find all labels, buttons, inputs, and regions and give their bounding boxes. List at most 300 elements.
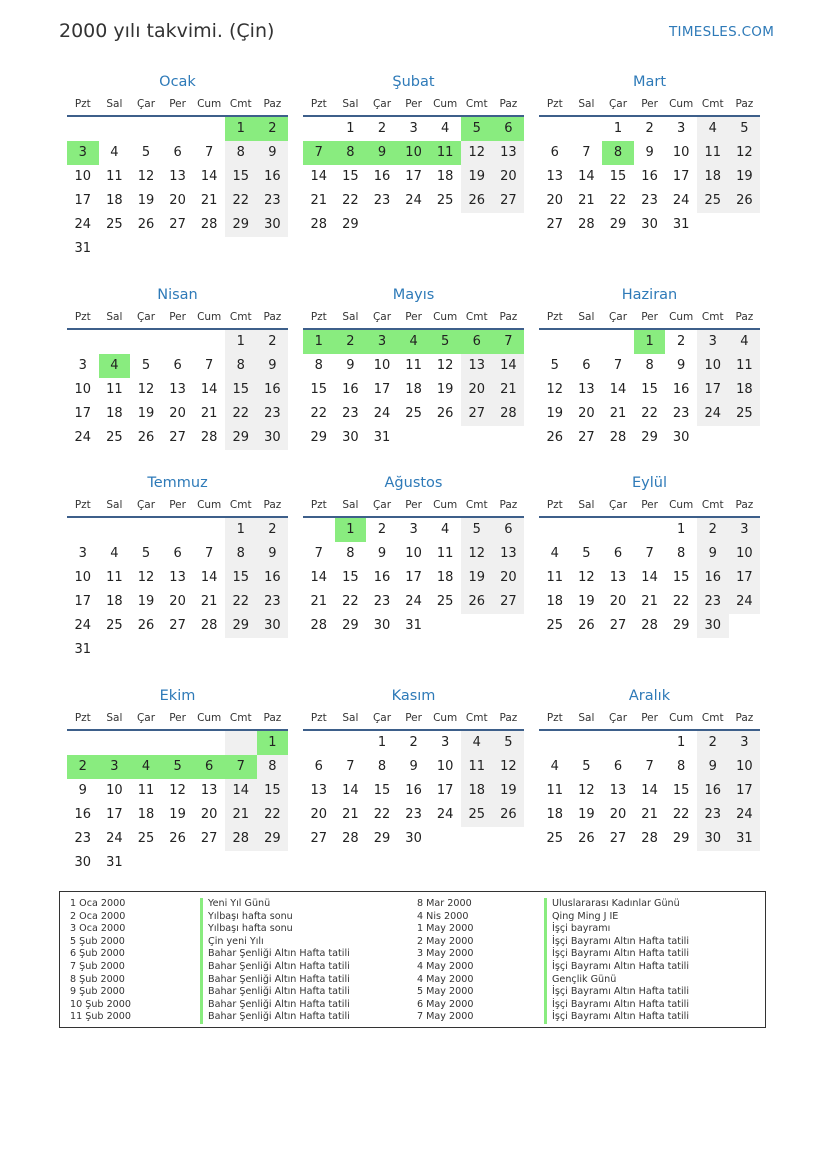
holiday-day-cell: 1 [225, 117, 257, 141]
day-cell: 13 [200, 783, 218, 798]
weekend-day-cell: 26 [729, 189, 761, 213]
holiday-day-cell: 1 [634, 330, 666, 354]
day-cell: 11 [546, 783, 564, 798]
empty-cell [571, 117, 603, 141]
day-cell: 28 [641, 618, 658, 633]
day-cell: 12 [546, 382, 564, 397]
weekday-label: Çar [608, 98, 628, 110]
weekday-label: Pzt [310, 712, 327, 724]
day-cell: 28 [310, 217, 328, 232]
holiday-day-cell: 4 [130, 755, 162, 779]
day-cell: 21 [641, 807, 658, 822]
day-cell: 26 [578, 831, 595, 846]
weekend-day-cell: 11 [461, 755, 493, 779]
weekday-header [67, 93, 288, 115]
weekend-day-cell: 3 [729, 731, 761, 755]
weekend-day-cell: 8 [225, 542, 257, 566]
weekend-day-cell: 16 [697, 566, 729, 590]
weekday-label: Per [641, 311, 658, 323]
weekend-day-cell: 16 [257, 165, 289, 189]
weekend-day-cell: 9 [257, 542, 289, 566]
weekend-day-cell: 30 [257, 426, 289, 450]
empty-cell [539, 731, 571, 755]
empty-cell [193, 518, 225, 542]
day-cell: 19 [137, 594, 155, 609]
empty-cell [162, 731, 194, 755]
day-cell: 29 [609, 217, 627, 232]
weekend-day-cell: 14 [225, 779, 257, 803]
weekday-label: Per [641, 712, 658, 724]
weekday-label: Per [169, 499, 186, 511]
legend-date: 1 Oca 2000 [70, 898, 126, 909]
weekend-day-cell: 29 [257, 827, 289, 851]
weekend-day-cell: 10 [697, 354, 729, 378]
holiday-day-cell: 1 [303, 330, 335, 354]
day-cell: 16 [405, 783, 422, 798]
weekend-day-cell: 12 [493, 755, 525, 779]
weekday-label: Pzt [546, 311, 563, 323]
weekday-label: Cum [197, 311, 222, 323]
holiday-day-cell: 5 [461, 117, 493, 141]
day-cell: 13 [169, 570, 186, 585]
weekend-day-cell: 25 [461, 803, 493, 827]
empty-cell [225, 731, 257, 755]
day-cell: 28 [609, 430, 627, 445]
legend-date: 4 Nis 2000 [417, 910, 469, 922]
day-cell: 17 [74, 406, 92, 421]
legend-date: 11 Şub 2000 [70, 1011, 131, 1023]
days-grid [539, 731, 760, 851]
weekday-label: Cmt [229, 311, 252, 323]
legend-holiday-name: Bahar Şenliği Altın Hafta tatili [200, 974, 350, 987]
day-cell: 19 [578, 807, 595, 822]
day-cell: 22 [672, 594, 690, 609]
weekday-label: Per [405, 499, 422, 511]
day-cell: 2 [645, 121, 654, 136]
weekend-day-cell: 29 [225, 426, 257, 450]
weekend-day-cell: 6 [493, 518, 525, 542]
holiday-day-cell: 6 [493, 117, 525, 141]
month-block [67, 472, 288, 662]
weekend-day-cell: 9 [697, 542, 729, 566]
day-cell: 11 [405, 358, 422, 373]
weekday-label: Pzt [74, 98, 91, 110]
weekend-day-cell: 30 [257, 213, 289, 237]
holiday-day-cell: 11 [429, 141, 461, 165]
legend-date: 4 May 2000 [417, 961, 474, 972]
empty-cell [571, 518, 603, 542]
day-cell: 22 [672, 807, 690, 822]
weekend-day-cell: 29 [225, 614, 257, 638]
weekday-label: Per [169, 98, 186, 110]
weekday-label: Sal [578, 311, 595, 323]
legend-date: 5 Şub 2000 [70, 935, 125, 947]
day-cell: 16 [373, 169, 391, 184]
day-cell: 9 [346, 358, 355, 373]
weekday-label: Çar [608, 311, 628, 323]
day-cell: 23 [373, 594, 391, 609]
day-cell: 4 [110, 546, 119, 561]
weekday-label: Pzt [546, 712, 563, 724]
day-cell: 28 [200, 217, 218, 232]
weekday-label: Pzt [74, 712, 91, 724]
day-cell: 24 [405, 594, 422, 609]
day-cell: 18 [106, 406, 123, 421]
weekday-label: Çar [136, 98, 156, 110]
day-cell: 4 [441, 121, 450, 136]
day-cell: 5 [141, 145, 151, 160]
day-cell: 17 [405, 169, 422, 184]
holiday-day-cell: 2 [257, 117, 289, 141]
weekend-day-cell: 25 [729, 402, 761, 426]
day-cell: 6 [613, 759, 623, 774]
day-cell: 14 [200, 169, 218, 184]
day-cell: 7 [205, 546, 214, 561]
day-cell: 20 [169, 406, 186, 421]
day-cell: 21 [200, 406, 218, 421]
weekend-day-cell: 2 [257, 518, 289, 542]
weekday-header [539, 93, 760, 115]
weekend-day-cell: 22 [225, 590, 257, 614]
weekday-label: Çar [136, 311, 156, 323]
empty-cell [193, 330, 225, 354]
weekday-label: Paz [499, 712, 518, 724]
day-cell: 21 [310, 193, 328, 208]
weekday-label: Sal [578, 712, 595, 724]
day-cell: 25 [436, 594, 454, 609]
day-cell: 19 [137, 406, 155, 421]
empty-cell [162, 117, 194, 141]
legend-holiday-name: Yeni Yıl Günü [200, 898, 270, 911]
legend-holiday-name: İşçi Bayramı Altın Hafta tatili [544, 948, 689, 961]
day-cell: 17 [436, 783, 454, 798]
holiday-day-cell: 2 [335, 330, 367, 354]
weekday-label: Cum [197, 712, 222, 724]
month-name: Ekim [159, 688, 196, 704]
day-cell: 3 [677, 121, 686, 136]
weekend-day-cell: 5 [729, 117, 761, 141]
day-cell: 22 [641, 406, 658, 421]
holiday-day-cell: 7 [493, 330, 525, 354]
weekday-label: Cum [433, 712, 458, 724]
day-cell: 15 [672, 783, 690, 798]
month-name: Ocak [159, 74, 196, 90]
empty-cell [67, 117, 99, 141]
weekend-day-cell: 4 [697, 117, 729, 141]
empty-cell [193, 117, 225, 141]
day-cell: 28 [200, 430, 218, 445]
day-cell: 21 [310, 594, 328, 609]
day-cell: 27 [169, 217, 186, 232]
day-cell: 17 [405, 570, 422, 585]
empty-cell [634, 731, 666, 755]
holiday-day-cell: 6 [461, 330, 493, 354]
day-cell: 23 [74, 831, 92, 846]
day-cell: 21 [200, 193, 218, 208]
month-block [539, 472, 760, 638]
weekday-label: Pzt [310, 98, 327, 110]
weekday-label: Cum [669, 499, 694, 511]
weekday-label: Cum [669, 311, 694, 323]
weekend-day-cell: 23 [257, 590, 289, 614]
weekday-label: Cmt [465, 311, 488, 323]
day-cell: 1 [613, 121, 623, 136]
day-cell: 24 [106, 831, 123, 846]
day-cell: 14 [641, 783, 658, 798]
day-cell: 21 [578, 193, 595, 208]
day-cell: 29 [342, 217, 359, 232]
days-grid [67, 731, 288, 875]
weekday-label: Cum [669, 98, 694, 110]
empty-cell [67, 330, 99, 354]
day-cell: 7 [645, 759, 654, 774]
legend-holiday-name: İşçi Bayramı Altın Hafta tatili [544, 1011, 689, 1024]
legend-holiday-name: Bahar Şenliği Altın Hafta tatili [200, 999, 350, 1012]
month-name: Haziran [621, 287, 678, 303]
day-cell: 6 [550, 145, 559, 160]
weekend-day-cell: 15 [257, 779, 289, 803]
weekday-header [303, 494, 524, 516]
weekend-day-cell: 9 [257, 354, 289, 378]
month-name: Kasım [391, 688, 436, 704]
weekend-day-cell: 28 [493, 402, 525, 426]
legend-date: 3 May 2000 [417, 948, 474, 960]
day-cell: 12 [578, 783, 595, 798]
day-cell: 21 [342, 807, 359, 822]
empty-cell [130, 518, 162, 542]
day-cell: 29 [310, 430, 328, 445]
day-cell: 8 [645, 358, 654, 373]
day-cell: 22 [373, 807, 391, 822]
day-cell: 6 [173, 145, 182, 160]
day-cell: 3 [78, 546, 87, 561]
day-cell: 28 [641, 831, 658, 846]
day-cell: 16 [342, 382, 359, 397]
day-cell: 13 [169, 382, 186, 397]
day-cell: 24 [74, 618, 92, 633]
legend-date: 7 Şub 2000 [70, 961, 125, 972]
day-cell: 21 [609, 406, 627, 421]
day-cell: 19 [546, 406, 564, 421]
legend-date: 7 May 2000 [417, 1011, 474, 1023]
weekday-label: Cmt [701, 712, 724, 724]
weekend-day-cell: 2 [697, 518, 729, 542]
day-cell: 8 [677, 546, 686, 561]
weekend-day-cell: 17 [729, 566, 761, 590]
day-cell: 3 [78, 358, 87, 373]
day-cell: 11 [137, 783, 155, 798]
day-cell: 16 [373, 570, 391, 585]
brand-link[interactable]: TIMESLES.COM [669, 24, 775, 40]
day-cell: 10 [436, 759, 454, 774]
weekday-label: Sal [578, 98, 595, 110]
day-cell: 12 [137, 570, 155, 585]
day-cell: 24 [672, 193, 690, 208]
day-cell: 15 [672, 570, 690, 585]
weekend-day-cell: 23 [697, 803, 729, 827]
day-cell: 4 [110, 145, 119, 160]
legend-holiday-name: Bahar Şenliği Altın Hafta tatili [200, 961, 350, 974]
empty-cell [99, 518, 131, 542]
day-cell: 13 [578, 382, 595, 397]
legend-holiday-name: Bahar Şenliği Altın Hafta tatili [200, 948, 350, 961]
empty-cell [571, 330, 603, 354]
empty-cell [162, 518, 194, 542]
legend-holiday-name: Qing Ming J IE [544, 911, 618, 924]
weekday-label: Çar [608, 712, 628, 724]
day-cell: 8 [314, 358, 323, 373]
day-cell: 30 [641, 217, 658, 232]
day-cell: 27 [609, 618, 627, 633]
day-cell: 28 [310, 618, 328, 633]
day-cell: 25 [137, 831, 155, 846]
weekend-day-cell: 27 [493, 189, 525, 213]
holiday-day-cell: 8 [335, 141, 367, 165]
day-cell: 25 [546, 831, 564, 846]
weekend-day-cell: 16 [257, 378, 289, 402]
month-block [539, 71, 760, 237]
weekday-label: Çar [372, 712, 392, 724]
weekday-label: Cmt [701, 311, 724, 323]
weekday-label: Paz [735, 98, 754, 110]
day-cell: 27 [169, 618, 186, 633]
weekday-label: Cmt [229, 712, 252, 724]
day-cell: 7 [346, 759, 355, 774]
weekend-day-cell: 30 [257, 614, 289, 638]
weekday-label: Paz [735, 712, 754, 724]
holiday-day-cell: 4 [398, 330, 430, 354]
day-cell: 1 [377, 735, 387, 750]
day-cell: 2 [409, 735, 418, 750]
day-cell: 11 [106, 570, 123, 585]
day-cell: 23 [373, 193, 391, 208]
day-cell: 13 [169, 169, 186, 184]
day-cell: 14 [200, 382, 218, 397]
day-cell: 25 [106, 430, 123, 445]
month-block [67, 71, 288, 261]
day-cell: 30 [342, 430, 359, 445]
month-block [539, 284, 760, 450]
day-cell: 28 [200, 618, 218, 633]
weekend-day-cell: 15 [225, 566, 257, 590]
weekday-label: Per [169, 311, 186, 323]
weekday-label: Çar [608, 499, 628, 511]
weekend-day-cell: 15 [225, 378, 257, 402]
day-cell: 9 [377, 546, 387, 561]
month-name: Nisan [157, 287, 198, 303]
weekday-label: Cmt [229, 98, 252, 110]
month-name: Mart [632, 74, 667, 90]
weekend-day-cell: 20 [493, 566, 525, 590]
day-cell: 17 [373, 382, 391, 397]
days-grid [539, 330, 760, 450]
day-cell: 22 [342, 193, 359, 208]
weekend-day-cell: 13 [493, 141, 525, 165]
holiday-day-cell: 3 [67, 141, 99, 165]
weekday-label: Cum [669, 712, 694, 724]
day-cell: 24 [74, 217, 92, 232]
weekend-day-cell: 1 [225, 518, 257, 542]
weekend-day-cell: 8 [257, 755, 289, 779]
day-cell: 31 [74, 241, 92, 256]
day-cell: 24 [436, 807, 454, 822]
day-cell: 31 [106, 855, 123, 870]
weekend-day-cell: 4 [461, 731, 493, 755]
weekday-label: Per [405, 311, 422, 323]
days-grid [303, 330, 524, 450]
day-cell: 6 [582, 358, 591, 373]
month-block [67, 284, 288, 450]
legend-date: 2 May 2000 [417, 935, 474, 947]
day-cell: 29 [672, 618, 690, 633]
day-cell: 12 [137, 382, 155, 397]
weekday-label: Sal [342, 311, 359, 323]
day-cell: 20 [546, 193, 564, 208]
holiday-day-cell: 1 [257, 731, 289, 755]
legend-date: 4 May 2000 [417, 973, 474, 985]
day-cell: 27 [310, 831, 328, 846]
day-cell: 19 [578, 594, 595, 609]
day-cell: 18 [405, 382, 422, 397]
day-cell: 29 [672, 831, 690, 846]
weekday-label: Cum [197, 98, 222, 110]
empty-cell [634, 518, 666, 542]
day-cell: 15 [342, 570, 359, 585]
empty-cell [303, 731, 335, 755]
day-cell: 5 [550, 358, 559, 373]
weekend-day-cell: 13 [493, 542, 525, 566]
weekend-day-cell: 10 [729, 542, 761, 566]
day-cell: 8 [677, 759, 686, 774]
weekend-day-cell: 18 [697, 165, 729, 189]
day-cell: 5 [582, 546, 591, 561]
empty-cell [602, 731, 634, 755]
empty-cell [539, 518, 571, 542]
weekday-label: Pzt [74, 311, 91, 323]
day-cell: 2 [677, 334, 686, 349]
day-cell: 7 [205, 358, 214, 373]
day-cell: 27 [546, 217, 564, 232]
weekday-header [539, 306, 760, 328]
day-cell: 8 [377, 759, 387, 774]
weekend-day-cell: 18 [729, 378, 761, 402]
weekend-day-cell: 9 [697, 755, 729, 779]
empty-cell [539, 117, 571, 141]
empty-cell [67, 518, 99, 542]
day-cell: 6 [314, 759, 323, 774]
holiday-day-cell: 6 [193, 755, 225, 779]
day-cell: 4 [441, 522, 450, 537]
day-cell: 17 [106, 807, 123, 822]
day-cell: 14 [310, 169, 328, 184]
day-cell: 19 [137, 193, 155, 208]
empty-cell [303, 518, 335, 542]
weekday-label: Çar [372, 311, 392, 323]
weekday-label: Pzt [310, 311, 327, 323]
day-cell: 20 [609, 807, 627, 822]
day-cell: 18 [106, 193, 123, 208]
day-cell: 14 [200, 570, 218, 585]
day-cell: 7 [613, 358, 623, 373]
day-cell: 10 [106, 783, 123, 798]
weekday-label: Cum [197, 499, 222, 511]
day-cell: 27 [169, 430, 186, 445]
weekend-day-cell: 15 [225, 165, 257, 189]
day-cell: 14 [310, 570, 328, 585]
day-cell: 26 [137, 217, 155, 232]
legend-holiday-name: Bahar Şenliği Altın Hafta tatili [200, 1011, 350, 1024]
day-cell: 15 [609, 169, 627, 184]
